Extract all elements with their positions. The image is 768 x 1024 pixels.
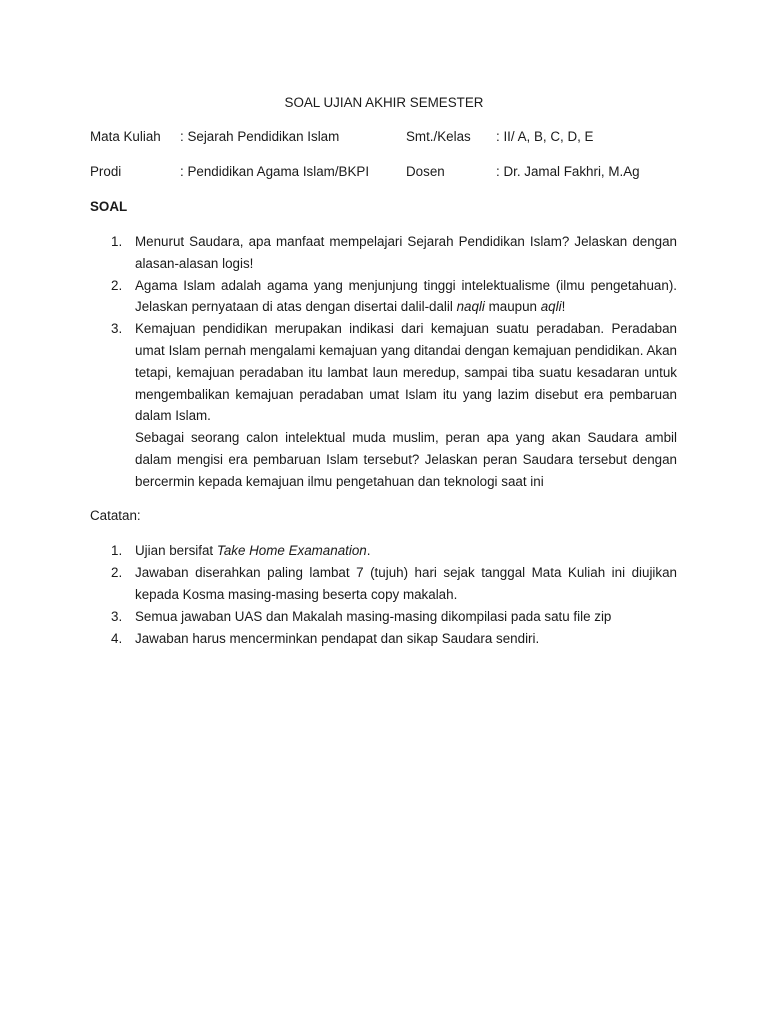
semester-class-value: : II/ A, B, C, D, E <box>496 129 594 144</box>
question-item <box>90 318 677 492</box>
soal-heading: SOAL <box>90 199 128 214</box>
note-number: 3. <box>111 609 123 624</box>
question-list <box>90 231 677 493</box>
course-label: Mata Kuliah <box>90 129 161 144</box>
question-number: 1. <box>111 234 123 249</box>
question-number: 3. <box>111 321 123 337</box>
note-number: 4. <box>111 631 123 646</box>
note-text: Ujian bersifat <box>135 543 217 558</box>
notes-heading: Catatan: <box>90 508 141 523</box>
question-text: Menurut Saudara, apa manfaat mempelajari Sejarah Pendidikan Islam? Jelaskan dengan alasan-alasan logis! <box>135 234 677 271</box>
question-number: 2. <box>111 277 123 293</box>
note-text: . <box>366 543 371 558</box>
note-item <box>90 562 677 606</box>
note-item <box>90 606 677 628</box>
note-text: Jawaban diserahkan paling lambat 7 (tujuh) hari sejak tanggal Mata Kuliah ini diujikan kepada Kosma masing-masing beserta copy makalah. <box>135 565 677 602</box>
question-italic-term: aqli <box>540 299 562 315</box>
question-item <box>90 231 677 275</box>
question-text: ! <box>561 299 566 315</box>
program-label: Prodi <box>90 164 122 179</box>
course-value: : Sejarah Pendidikan Islam <box>180 129 340 144</box>
question-paragraph: Kemajuan pendidikan merupakan indikasi dari kemajuan suatu peradaban. Peradaban umat Islam pernah mengalami kemajuan yang ditandai dengan kemajuan pendidikan. Akan tetapi, kemajuan peradaban itu lambat laun meredup, sampai tiba suatu kesadaran untuk mengembalikan kemajuan peradaban umat Islam itu yang lazim disebut era pembaruan dalam Islam. <box>135 321 677 424</box>
note-number: 2. <box>111 565 123 580</box>
note-item <box>90 540 677 562</box>
program-value: : Pendidikan Agama Islam/BKPI <box>180 164 370 179</box>
document-title: SOAL UJIAN AKHIR SEMESTER <box>284 95 484 110</box>
question-italic-term: naqli <box>456 299 485 315</box>
question-item <box>90 275 677 319</box>
notes-list <box>90 540 677 650</box>
note-text: Semua jawaban UAS dan Makalah masing-masing dikompilasi pada satu file zip <box>135 609 612 624</box>
lecturer-label: Dosen <box>406 164 445 179</box>
lecturer-value: : Dr. Jamal Fakhri, M.Ag <box>496 164 640 179</box>
note-italic-text: Take Home Examanation <box>216 543 367 558</box>
note-number: 1. <box>111 543 123 558</box>
note-text: Jawaban harus mencerminkan pendapat dan sikap Saudara sendiri. <box>135 631 540 646</box>
note-item <box>90 628 677 650</box>
question-text: maupun <box>484 299 541 315</box>
question-paragraph: Sebagai seorang calon intelektual muda muslim, peran apa yang akan Saudara ambil dalam mengisi era pembaruan Islam tersebut? Jelaskan peran Saudara tersebut dengan bercermin kepada kemajuan ilmu pengetahuan dan teknologi saat ini <box>135 430 677 489</box>
semester-class-label: Smt./Kelas <box>406 129 471 144</box>
question-text: Agama Islam adalah agama yang menjunjung tinggi intelektualisme (ilmu pengetahuan). Jelaskan pernyataan di atas dengan disertai dalil-dalil <box>135 277 677 315</box>
